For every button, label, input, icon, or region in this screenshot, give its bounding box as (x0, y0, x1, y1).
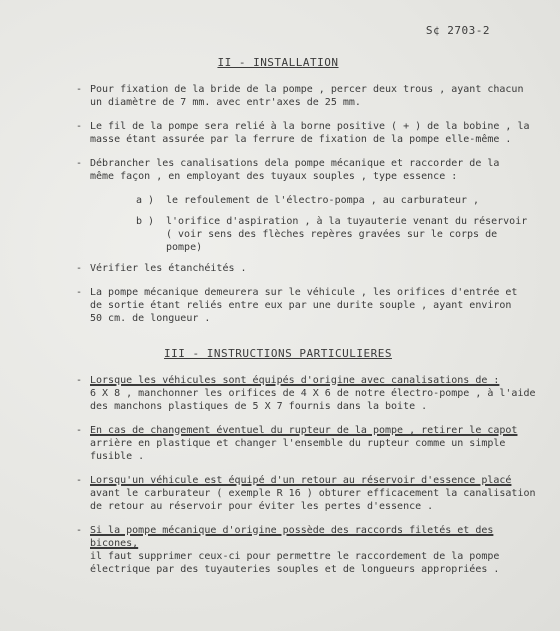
list-item (18, 120, 538, 146)
item-line: Débrancher les canalisations dela pompe mécanique et raccorder de la (90, 158, 500, 169)
item-line: 6 X 8 , manchonner les orifices de 4 X 6 de notre électro-pompe , à l'aide (90, 388, 536, 399)
item-line: Le fil de la pompe sera relié à la borne positive ( + ) de la bobine , la (90, 121, 530, 132)
bullet-dash: - (76, 375, 83, 386)
sub-item (18, 215, 538, 254)
bullet-dash: - (76, 158, 83, 169)
list-item (18, 157, 538, 183)
list-item (18, 474, 538, 513)
list-item (18, 374, 538, 413)
bullet-dash: - (76, 263, 83, 274)
item-line: Si la pompe mécanique d'origine possède des raccords filetés et des bicones, (90, 525, 494, 549)
item-line: Lorsqu'un véhicule est équipé d'un retour au réservoir d'essence placé (90, 475, 512, 486)
list-item (18, 524, 538, 576)
item-line: masse étant assurée par la ferrure de fixation de la pompe elle-même . (90, 134, 512, 145)
sub-item-line: ( voir sens des flèches repères gravées sur le corps de pompe) (166, 229, 498, 253)
document-reference: S¢ 2703-2 (425, 24, 490, 37)
item-line: En cas de changement éventuel du rupteur de la pompe , retirer le capot (90, 425, 518, 436)
item-line: Vérifier les étanchéités . (90, 263, 247, 274)
sub-item-letter: a ) (136, 195, 155, 206)
bullet-dash: - (76, 425, 83, 436)
item-line: Pour fixation de la bride de la pompe , percer deux trous , ayant chacun (90, 84, 524, 95)
list-item (18, 262, 538, 275)
item-line: Lorsque les véhicules sont équipés d'origine avec canalisations de : (90, 375, 500, 386)
list-item (18, 424, 538, 463)
item-line: électrique par des tuyauteries souples et de longueurs appropriées . (90, 564, 500, 575)
bullet-dash: - (76, 84, 83, 95)
item-line: avant le carburateur ( exemple R 16 ) obturer efficacement la canalisation (90, 488, 536, 499)
list-item (18, 83, 538, 109)
item-line: même façon , en employant des tuyaux souples , type essence : (90, 171, 458, 182)
section-title-instructions: III - INSTRUCTIONS PARTICULIERES (164, 347, 392, 360)
section-title-installation: II - INSTALLATION (217, 56, 339, 69)
item-line: de retour au réservoir pour éviter les pertes d'essence . (90, 501, 434, 512)
item-line: il faut supprimer ceux-ci pour permettre le raccordement de la pompe (90, 551, 500, 562)
item-line: des manchons plastiques de 5 X 7 fournis dans la boite . (90, 401, 428, 412)
item-line: un diamètre de 7 mm. avec entr'axes de 25 mm. (90, 97, 361, 108)
item-line: fusible . (90, 451, 145, 462)
bullet-dash: - (76, 287, 83, 298)
bullet-dash: - (76, 525, 83, 536)
list-item (18, 286, 538, 325)
bullet-dash: - (76, 475, 83, 486)
item-line: La pompe mécanique demeurera sur le véhicule , les orifices d'entrée et (90, 287, 518, 298)
item-line: 50 cm. de longueur . (90, 313, 211, 324)
sub-item-letter: b ) (136, 216, 155, 227)
item-line: arrière en plastique et changer l'ensemble du rupteur comme un simple (90, 438, 506, 449)
sub-item-line: l'orifice d'aspiration , à la tuyauterie venant du réservoir (166, 216, 528, 227)
item-line: de sortie étant reliés entre eux par une durite souple , ayant environ (90, 300, 512, 311)
sub-item-line: le refoulement de l'électro-pompa , au carburateur , (166, 195, 480, 206)
sub-item (18, 194, 538, 207)
bullet-dash: - (76, 121, 83, 132)
